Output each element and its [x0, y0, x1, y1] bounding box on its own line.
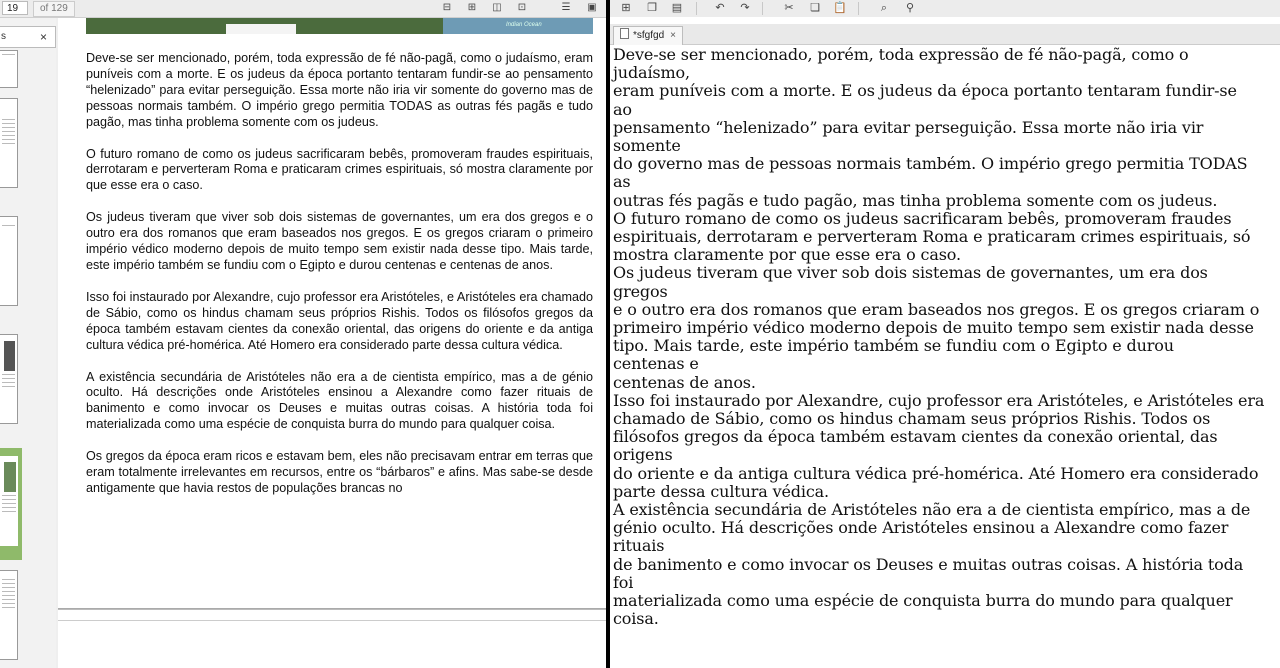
page-thumbnail[interactable] [0, 334, 18, 424]
document-tab[interactable] [613, 26, 683, 45]
paragraph: O futuro romano de como os judeus sacrificaram bebês, promoveram fraudes espirituais, derrotaram e perverteram Roma e praticaram crimes espirituais, só mostra claramente por que esse era o caso. [86, 146, 593, 193]
next-page-area [58, 609, 606, 668]
thumbnail-sidebar [0, 18, 56, 668]
toolbar-separator [696, 2, 697, 15]
document-icon [620, 28, 629, 39]
editor-tab-bar [610, 24, 1280, 45]
page-body-text [86, 51, 593, 513]
sidebar-mode-label[interactable]: s [1, 31, 6, 42]
paragraph: Isso foi instaurado por Alexandre, cujo professor era Aristóteles, e Aristóteles era chamado de Sábio, como os hindus chamam seus próprios Rishis. Todos os filósofos gregos da época também estavam cientes da conexão oriental, das origens do oriente e da antiga cultura védica pré-homérica. Até Homero era considerado parte dessa cultura védica. [86, 289, 593, 352]
text-editor-window [610, 0, 1280, 668]
paragraph: Os gregos da época eram ricos e estavam bem, eles não precisavam entrar em terras que eram totalmente irrelevantes em recursos, entre os “bárbaros” e afins. Mas sabe-se desde antigamente que havia restos de populações brancas no [86, 449, 593, 495]
toolbar-separator [858, 2, 859, 15]
find-replace-icon[interactable]: ⚲ [905, 2, 915, 14]
single-page-icon[interactable]: ◫ [492, 2, 502, 13]
close-tab-icon[interactable]: × [670, 30, 676, 41]
menu-icon[interactable]: ☰ [561, 2, 571, 13]
tab-title: *sfgfgd [633, 30, 665, 41]
page-thumbnail[interactable] [0, 98, 18, 188]
close-sidebar-icon[interactable]: × [39, 30, 47, 44]
map-ocean-label: Indian Ocean [506, 22, 542, 28]
document-viewer [0, 0, 606, 668]
viewer-toolbar [0, 0, 606, 18]
editor-toolbar [610, 0, 1280, 17]
document-page [58, 18, 606, 609]
search-icon[interactable]: ⌕ [880, 2, 888, 14]
fit-page-icon[interactable]: ⊟ [442, 2, 452, 13]
paste-icon[interactable]: 📋 [833, 2, 847, 14]
page-thumbnail[interactable] [0, 570, 18, 660]
editor-text-area[interactable]: Deve-se ser mencionado, porém, toda expressão de fé não-pagã, como o judaísmo, eram puníveis com a morte. E os judeus da época portanto tentaram fundir-se ao pensamento “helenizado” para evitar perseguição. Essa morte não iria vir somente do governo mas de pessoas normais também. O império grego permitia TODAS as outras fés pagãs e tudo pagão, mas tinha problema somente com os judeus. O futuro romano de como os judeus sacrificaram bebês, promoveram fraudes espirituais, derrotaram e perverteram Roma e praticaram crimes espirituais, só mostra claramente por que esse era o caso. Os judeus tiveram que viver sob dois sistemas de governantes, um era dos gregos e o outro era dos romanos que eram baseados nos gregos. E os gregos criaram o primeiro império védico moderno depois de muito tempo sem existir nada desse tipo. Mais tarde, este império também se fundiu com o Egipto e durou centenas e centenas de anos. Isso foi instaurado por Alexandre, cujo professor era Aristóteles, e Aristóteles era chamado de Sábio, como os hindus chamam seus próprios Rishis. Todos os filósofos gregos da época também estavam cientes da conexão oriental, das origens do oriente e da antiga cultura védica pré-homérica. Até Homero era considerado parte dessa cultura védica. A existência secundária de Aristóteles não era a de cientista empírico, mas a de génio oculto. Há descrições onde Aristóteles ensinou a Alexandre como fazer rituais de banimento e como invocar os Deuses e muitas outras coisas. A história toda foi materializada como uma espécie de conquista burra do mundo para qualquer coisa. [613, 45, 1265, 629]
paragraph: Deve-se ser mencionado, porém, toda expressão de fé não-pagã, como o judaísmo, eram puníveis com a morte. E os judeus da época portanto tentaram fundir-se ao pensamento “helenizado” para evitar perseguição. Essa morte não iria vir somente do governo mas de pessoas normais também. O império grego permitia TODAS as outras fés pagãs e tudo pagão, mas tinha problema somente com os judeus. [86, 51, 593, 129]
sidebar-header [0, 26, 56, 48]
redo-icon[interactable]: ↷ [740, 2, 750, 14]
paragraph: Os judeus tiveram que viver sob dois sistemas de governantes, um era dos gregos e o outro era dos romanos que eram baseados nos gregos. E os gregos criaram o primeiro império védico moderno depois de muito tempo sem existir nada desse tipo. Mais tarde, este império também se fundiu com o Egipto e durou centenas e centenas de anos. [86, 210, 593, 272]
cut-icon[interactable]: ✂ [784, 2, 794, 14]
page-separator [58, 620, 606, 621]
toolbar-separator [762, 2, 763, 15]
paragraph: A existência secundária de Aristóteles não era a de cientista empírico, mas a de génio oculto. Há descrições onde Aristóteles ensinou a Alexandre como fazer rituais de banimento e como invocar os Deuses e muitas outras coisas. A história toda foi materializada como uma espécie de conquista burra do mundo para qualquer coisa. [86, 369, 593, 432]
save-icon[interactable]: ▤ [671, 2, 683, 14]
map-legend-box [226, 24, 296, 34]
page-number-input[interactable]: 19 [2, 1, 28, 15]
sidebar-toggle-icon[interactable]: ▣ [587, 2, 597, 13]
zoom-in-icon[interactable]: ⊞ [467, 2, 477, 13]
page-thumbnail[interactable] [0, 216, 18, 306]
page-thumbnail[interactable] [0, 50, 18, 88]
page-total-label: of 129 [33, 1, 75, 17]
copy-icon[interactable]: ❏ [810, 2, 820, 14]
dual-page-icon[interactable]: ⊡ [517, 2, 527, 13]
map-image [86, 18, 593, 34]
page-thumbnail-selected[interactable] [0, 456, 18, 546]
open-icon[interactable]: ❐ [647, 2, 657, 14]
undo-icon[interactable]: ↶ [715, 2, 725, 14]
new-document-icon[interactable]: ⊞ [621, 2, 631, 14]
